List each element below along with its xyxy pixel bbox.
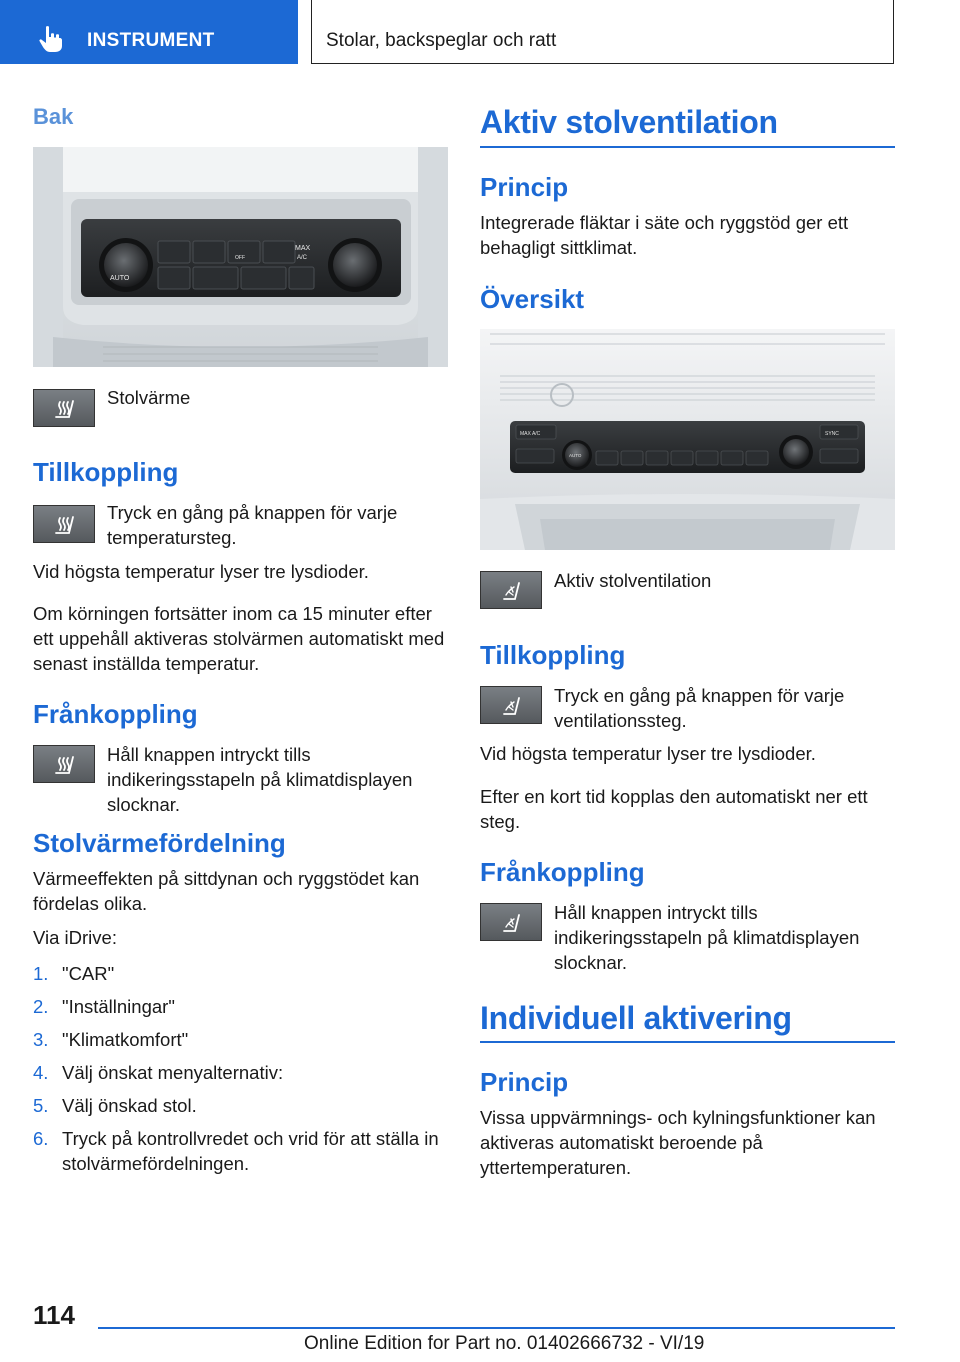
heading-vent-off: Frånkoppling: [480, 857, 645, 887]
panel-auto-label: AUTO: [569, 453, 582, 458]
subhead-rear: Bak: [33, 104, 74, 129]
text-indiv-principle: Vissa uppvärmnings- och kylningsfunktioner kan aktiveras automatiskt beroende på yttertemperaturen.: [480, 1107, 876, 1178]
heading-heat-on: Tillkoppling: [33, 457, 179, 487]
seat-heating-icon: [33, 745, 95, 783]
text-principle: Integrerade fläktar i säte och ryggstöd ger ett behagligt sittklimat.: [480, 212, 849, 258]
text-heat-off: Håll knappen intryckt tills indikeringsstapeln på klimatdisplayen slocknar.: [107, 744, 413, 815]
text-via-idrive: Via iDrive:: [33, 927, 117, 948]
list-item: 2. "Inställningar": [33, 996, 175, 1017]
idrive-steps-list: [33, 961, 448, 1184]
heading-seat-ventilation: Aktiv stolventilation: [480, 104, 778, 140]
list-item: 6. Tryck på kontrollvredet och vrid för att ställa in stolvärmefördelningen.: [33, 1128, 439, 1174]
caption-seat-heating: Stolvärme: [107, 387, 191, 408]
text-heat-on: Tryck en gång på knappen för varje temperatursteg.: [107, 502, 398, 548]
text-vent-note: Vid högsta temperatur lyser tre lysdioder.: [480, 743, 816, 764]
list-item: 4. Välj önskat menyalternativ:: [33, 1062, 284, 1083]
heading-indiv-principle: Princip: [480, 1067, 569, 1097]
text-vent-on: Tryck en gång på knappen för varje ventilationssteg.: [554, 685, 845, 731]
heading-vent-on: Tillkoppling: [480, 640, 626, 670]
heading-principle: Princip: [480, 172, 569, 202]
panel-max-ac-label: MAX A/C: [520, 431, 541, 437]
seat-heating-icon: [33, 389, 95, 427]
front-climate-panel-photo: [480, 329, 895, 550]
seat-ventilation-icon: [480, 571, 542, 609]
seat-ventilation-icon: [480, 903, 542, 941]
heading-rule: [480, 146, 895, 148]
section-label: INSTRUMENT: [87, 30, 215, 51]
list-item: 1. "CAR": [33, 963, 115, 984]
text-vent-auto-down: Efter en kort tid kopplas den automatiskt ner ett steg.: [480, 786, 868, 832]
panel-ac-label: A/C: [297, 255, 308, 261]
caption-seat-ventilation: Aktiv stolventilation: [554, 570, 712, 591]
list-item: 5. Välj önskad stol.: [33, 1095, 197, 1116]
panel-sync-label: SYNC: [825, 431, 839, 437]
chapter-header: [311, 0, 894, 64]
panel-auto-label: AUTO: [110, 275, 130, 282]
section-tab[interactable]: [0, 0, 298, 64]
text-heat-note: Vid högsta temperatur lyser tre lysdioder.: [33, 561, 369, 582]
chapter-title: Stolar, backspeglar och ratt: [326, 30, 557, 51]
panel-off-label: OFF: [235, 255, 245, 261]
heading-individual-activation: Individuell aktivering: [480, 1000, 792, 1036]
heading-heat-distribution: Stolvärmefördelning: [33, 828, 286, 858]
footer-edition: Online Edition for Part no. 01402666732 - VI/19: [304, 1333, 705, 1354]
hand-pointer-icon: [38, 25, 64, 53]
text-heat-resume: Om körningen fortsätter inom ca 15 minuter efter ett uppehåll aktiveras stolvärmen automatiskt med senast inställda temperatur.: [33, 603, 445, 674]
panel-max-label: MAX: [295, 245, 311, 252]
seat-ventilation-icon: [480, 686, 542, 724]
text-vent-off: Håll knappen intryckt tills indikeringsstapeln på klimatdisplayen slocknar.: [554, 902, 860, 973]
page-number: 114: [33, 1300, 75, 1330]
footer-rule: [98, 1327, 895, 1329]
text-heat-distribution: Värmeeffekten på sittdynan och ryggstödet kan fördelas olika.: [33, 868, 420, 914]
list-item: 3. "Klimatkomfort": [33, 1029, 189, 1050]
heading-heat-off: Frånkoppling: [33, 699, 198, 729]
heading-overview: Översikt: [480, 284, 585, 314]
seat-heating-icon: [33, 505, 95, 543]
heading-rule: [480, 1041, 895, 1043]
rear-climate-panel-photo: [33, 147, 448, 367]
